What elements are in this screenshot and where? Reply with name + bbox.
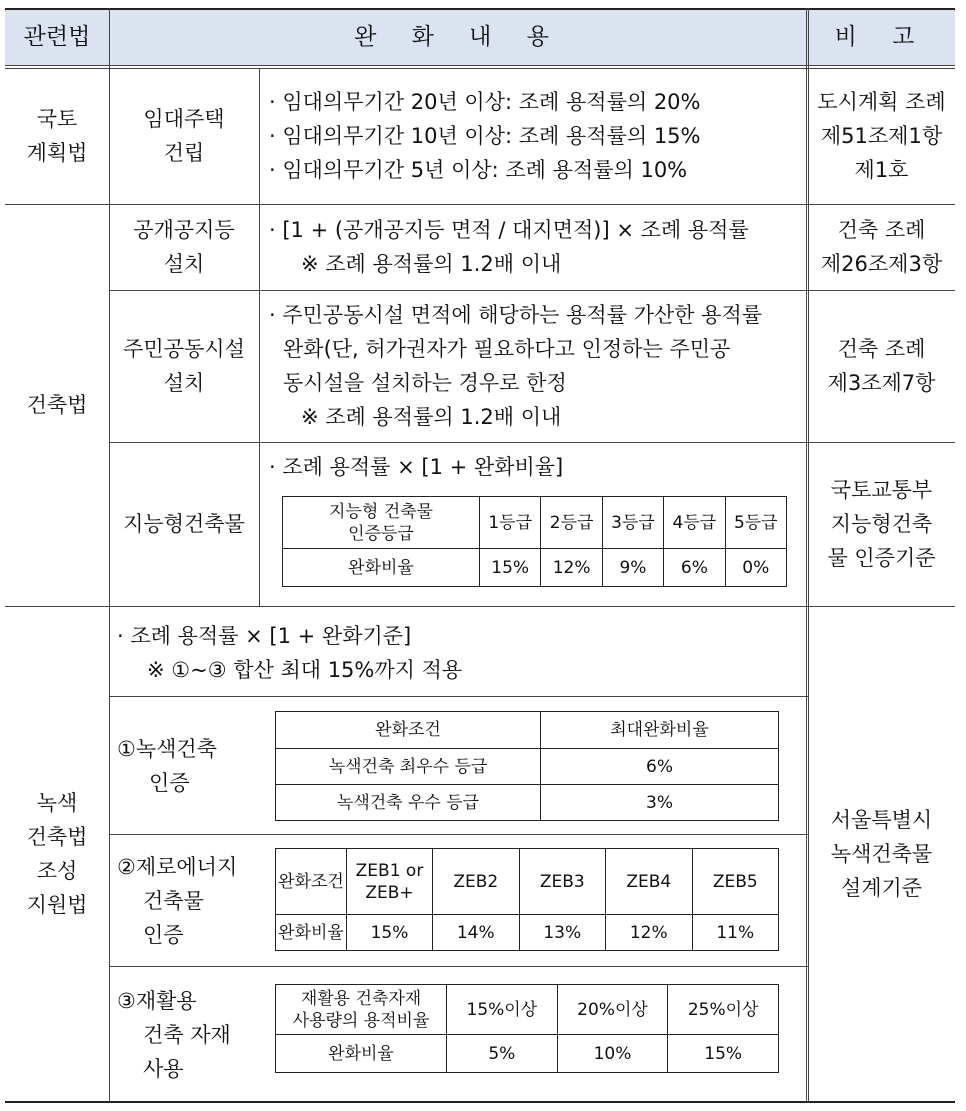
col-border-note [806, 8, 809, 1102]
content-green-formula [117, 618, 807, 688]
header-content [109, 8, 808, 66]
recycle-row-label: 완화비율 [276, 1035, 447, 1073]
note-green-building [808, 606, 955, 1102]
note-line: 도시계획 조례 [817, 90, 946, 114]
zeb-rate-1: 15% [347, 915, 433, 951]
smart-grade-4: 4등급 [664, 497, 725, 549]
content-line: 동시설을 설치하는 경우로 한정 [283, 371, 567, 395]
note-line: 녹색건축물 [830, 842, 933, 866]
row-border [5, 204, 955, 205]
smart-head-line: 인증등급 [348, 523, 414, 544]
note-line: 제26조제3항 [820, 252, 943, 276]
zeb-level-2: ZEB2 [433, 849, 520, 915]
recycle-head-line: 사용량의 용적비율 [292, 1010, 430, 1031]
row-border [109, 834, 808, 835]
zeb-rate-5: 11% [692, 915, 779, 951]
note-line: 제51조제1항 [820, 124, 943, 148]
item-text: 인증 [149, 771, 190, 795]
green-cert-condition: 녹색건축 우수 등급 [276, 785, 541, 821]
law-building-act [5, 204, 109, 606]
row-border [109, 696, 808, 697]
note-smart-building [808, 442, 955, 606]
zeb-level-3: ZEB3 [519, 849, 606, 915]
header-note-label: 비 고 [834, 24, 929, 50]
note-open-space [808, 204, 955, 290]
item-text: 사용 [143, 1057, 184, 1081]
zeb-rate-3: 13% [519, 915, 606, 951]
content-line: · 조례 용적률 × [1 + 완화기준] [117, 624, 412, 648]
green-cert-table [275, 711, 779, 821]
smart-grade-1: 1등급 [480, 497, 541, 549]
smart-grade-table [282, 496, 787, 587]
green-cert-head: 최대완화비율 [541, 712, 779, 749]
smart-grade-3: 3등급 [602, 497, 663, 549]
header-border-b [5, 68, 955, 69]
note-line: 건축 조례 [837, 337, 926, 361]
green-cert-condition: 녹색건축 최우수 등급 [276, 749, 541, 785]
zeb-level-4: ZEB4 [606, 849, 693, 915]
note-line: 서울특별시 [830, 808, 933, 832]
relaxation-table [5, 8, 955, 1104]
recycle-rate-1: 5% [447, 1035, 558, 1073]
law-text: 녹색 [36, 791, 78, 815]
item-text: ③재활용 [117, 989, 197, 1013]
zeb-level-5: ZEB5 [692, 849, 779, 915]
content-rental-housing [269, 68, 808, 204]
content-line: · 조례 용적률 × [1 + 완화비율] [269, 455, 564, 479]
content-line: ※ ①~③ 합산 최대 15%까지 적용 [147, 658, 463, 682]
green-cert-head: 완화조건 [276, 712, 541, 749]
header-border-a [5, 65, 955, 66]
law-text: 건축법 [26, 393, 88, 417]
green-cert-rate: 3% [541, 785, 779, 821]
smart-row-label: 완화비율 [283, 549, 480, 587]
note-line: 물 인증기준 [827, 546, 936, 570]
recycle-rate-3: 15% [668, 1035, 779, 1073]
item-text: ②제로에너지 [117, 855, 238, 879]
content-line: 완화(단, 허가권자가 필요하다고 인정하는 주민공 [283, 337, 731, 361]
recycle-head-cell [276, 985, 447, 1035]
item-text: ①녹색건축 [117, 737, 217, 761]
item-zero-energy [117, 836, 267, 966]
content-line: · [1 + (공개공지등 면적 / 대지면적)] × 조례 용적률 [269, 218, 749, 242]
col-border-item [259, 68, 260, 606]
row-border [109, 290, 955, 291]
row-border [109, 442, 955, 443]
smart-rate-5: 0% [725, 549, 786, 587]
item-community-facility [109, 290, 259, 442]
note-line: 제3조제7항 [827, 371, 936, 395]
item-recycled-material [117, 968, 267, 1102]
zeb-level-1: ZEB1 or ZEB+ [347, 849, 433, 915]
law-national-planning [5, 68, 109, 204]
item-open-space [109, 204, 259, 290]
col-border-law [109, 8, 110, 1102]
content-line: · 임대의무기간 20년 이상: 조례 용적률의 20% [269, 90, 701, 114]
content-smart-formula [269, 450, 808, 486]
note-rental-housing [808, 68, 955, 204]
header-law [5, 8, 109, 66]
zeb-rate-2: 14% [433, 915, 520, 951]
recycle-rate-2: 10% [557, 1035, 668, 1073]
note-line: 지능형건축 [830, 512, 933, 536]
item-text: 설치 [163, 252, 205, 276]
recycle-level-1: 15%이상 [447, 985, 558, 1035]
item-text: 주민공동시설 [123, 337, 245, 361]
row-border [109, 966, 808, 967]
note-community-facility [808, 290, 955, 442]
header-content-label: 완 화 내 용 [354, 24, 563, 50]
recycle-table [275, 984, 779, 1073]
bottom-border [5, 1101, 955, 1103]
recycle-level-2: 20%이상 [557, 985, 668, 1035]
law-green-building [5, 606, 109, 1102]
note-line: 건축 조례 [837, 218, 926, 242]
smart-rate-3: 9% [602, 549, 663, 587]
zeb-table [275, 848, 779, 951]
recycle-level-3: 25%이상 [668, 985, 779, 1035]
note-line: 국토교통부 [830, 478, 933, 502]
item-text: 공개공지등 [133, 218, 235, 242]
item-rental-housing [109, 68, 259, 204]
recycle-head-line: 재활용 건축자재 [300, 988, 422, 1009]
content-open-space [269, 204, 808, 290]
law-text: 계획법 [26, 141, 88, 165]
item-text: 임대주택 [143, 107, 225, 131]
smart-head-cell [283, 497, 480, 549]
law-text: 건축법 [26, 825, 88, 849]
top-border [5, 8, 955, 10]
item-smart-building [109, 442, 259, 606]
content-line: ※ 조례 용적률의 1.2배 이내 [301, 405, 562, 429]
zeb-rate-4: 12% [606, 915, 693, 951]
content-line: ※ 조례 용적률의 1.2배 이내 [301, 252, 562, 276]
note-line: 제1호 [854, 158, 909, 182]
item-text: 지능형건축물 [123, 512, 245, 536]
item-text: 인증 [143, 923, 184, 947]
law-text: 조성 [36, 859, 78, 883]
content-line: · 임대의무기간 10년 이상: 조례 용적률의 15% [269, 124, 701, 148]
content-line: · 주민공동시설 면적에 해당하는 용적률 가산한 용적률 [269, 303, 763, 327]
item-green-certification [117, 698, 267, 834]
smart-head-line: 지능형 건축물 [329, 501, 433, 522]
law-text: 지원법 [26, 893, 88, 917]
note-line: 설계기준 [840, 876, 923, 900]
content-community-facility [269, 290, 808, 442]
smart-grade-5: 5등급 [725, 497, 786, 549]
header-law-label: 관련법 [23, 24, 91, 50]
item-text: 건축물 [143, 889, 204, 913]
row-border [5, 606, 955, 607]
smart-grade-2: 2등급 [541, 497, 602, 549]
header-note [808, 8, 955, 66]
zeb-row-label: 완화비율 [276, 915, 347, 951]
content-line: · 임대의무기간 5년 이상: 조례 용적률의 10% [269, 158, 688, 182]
smart-rate-1: 15% [480, 549, 541, 587]
item-text: 건축 자재 [143, 1023, 231, 1047]
law-text: 국토 [36, 107, 78, 131]
green-cert-rate: 6% [541, 749, 779, 785]
smart-rate-2: 12% [541, 549, 602, 587]
item-text: 설치 [163, 371, 205, 395]
item-text: 건립 [163, 141, 205, 165]
smart-rate-4: 6% [664, 549, 725, 587]
zeb-head-label: 완화조건 [276, 849, 347, 915]
